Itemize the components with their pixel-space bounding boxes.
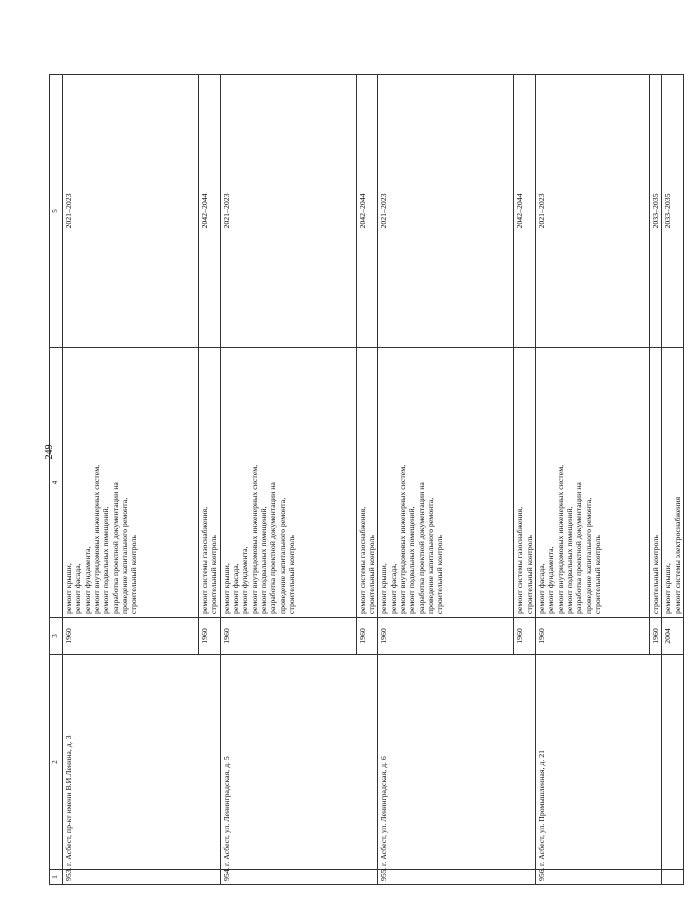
address-cell: г. Асбест, ул. Ленинградская, д. 6 [378,655,536,870]
address-cell: г. Асбест, ул. Промышленная, д. 21 [536,655,662,870]
work-line: ремонт фундамента, [82,546,92,614]
period-cell: 2021–2023 [378,75,514,348]
work-line: строительный контроль [435,535,445,614]
work-line: ремонт крыши, [379,563,389,614]
year-built-cell: 1960 [650,618,662,655]
record-number: 955. [378,870,536,885]
work-line: ремонт фасада, [231,563,241,614]
work-line: ремонт фасада, [537,563,547,614]
period-cell: 2021–2023 [536,75,650,348]
work-line: ремонт внутридомовых инженерных систем, [92,464,102,614]
works-cell [536,348,650,618]
address-cell: г. Асбест, ул. Ленинградская, д. 5 [220,655,378,870]
work-line: разработка проектной документации на [574,482,584,614]
work-line: проведение капитального ремонта, [120,497,130,614]
work-line: строительный контроль [367,535,377,614]
work-line: строительный контроль [651,535,661,614]
work-line: ремонт подвальных помещений, [259,506,269,614]
record-number [662,870,684,885]
year-built-cell: 1960 [356,618,378,655]
work-line: проведение капитального ремонта, [426,497,436,614]
works-cell [356,348,378,618]
column-header: 1 [50,870,63,885]
year-built-cell: 1960 [378,618,514,655]
works-cell [63,348,199,618]
table-row [536,75,650,885]
year-built-cell: 1960 [199,618,221,655]
page-number: 249 [44,444,55,460]
work-line: ремонт фасада, [388,563,398,614]
work-line: разработка проектной документации на [268,482,278,614]
year-built-cell: 1960 [220,618,356,655]
works-cell [514,348,536,618]
works-cell [199,348,221,618]
document-page [49,75,682,885]
table-row [63,75,199,885]
work-line: ремонт системы газоснабжения, [515,506,525,614]
work-line: ремонт внутридомовых инженерных систем, [249,464,259,614]
year-built-cell: 1960 [63,618,199,655]
period-cell: 2042–2044 [514,75,536,348]
work-line: строительный контроль [524,535,534,614]
address-cell [662,655,684,870]
record-number: 953. [63,870,221,885]
column-header: 5 [50,75,63,348]
work-line: ремонт системы электроснабжения [672,496,682,614]
work-line: ремонт фундамента, [240,546,250,614]
work-line: ремонт фундамента, [546,546,556,614]
work-line: ремонт подвальных помещений, [101,506,111,614]
work-line: строительный контроль [593,535,603,614]
period-cell: 2042–2044 [199,75,221,348]
capital-repair-table [49,74,684,885]
column-header: 2 [50,655,63,870]
work-line: ремонт крыши, [221,563,231,614]
column-header: 4 [50,348,63,618]
year-built-cell: 1960 [514,618,536,655]
work-line: проведение капитального ремонта, [277,497,287,614]
work-line: ремонт системы газоснабжения, [200,506,209,614]
work-line: ремонт крыши, [663,563,673,614]
work-line: ремонт крыши, [64,563,73,614]
address-cell: г. Асбест, пр-кт имени В.И.Ленина, д. 3 [63,655,221,870]
work-line: строительный контроль [209,535,219,614]
column-header-row [50,75,63,885]
table-row [220,75,356,885]
work-line: строительный контроль [287,535,297,614]
work-line: ремонт системы газоснабжения, [357,506,367,614]
work-line: строительный контроль [129,535,139,614]
period-cell: 2021–2023 [220,75,356,348]
works-cell [650,348,662,618]
record-number: 956. [536,870,662,885]
year-built-cell: 1960 [536,618,650,655]
work-line: ремонт фасада, [73,563,83,614]
column-header: 3 [50,618,63,655]
work-line: ремонт подвальных помещений, [407,506,417,614]
work-line: разработка проектной документации на [416,482,426,614]
work-line: ремонт внутридомовых инженерных систем, [555,464,565,614]
work-line: ремонт подвальных помещений, [565,506,575,614]
table-row [662,75,684,885]
work-line: ремонт внутридомовых инженерных систем, [398,464,408,614]
works-cell [378,348,514,618]
year-built-cell: 2004 [662,618,684,655]
table-row [378,75,514,885]
record-number: 954. [220,870,378,885]
period-cell: 2033–2035 [662,75,684,348]
period-cell: 2042–2044 [356,75,378,348]
work-line: проведение капитального ремонта, [583,497,593,614]
works-cell [220,348,356,618]
period-cell: 2033–2035 [650,75,662,348]
period-cell: 2021–2023 [63,75,199,348]
works-cell [662,348,684,618]
work-line: разработка проектной документации на [110,482,120,614]
